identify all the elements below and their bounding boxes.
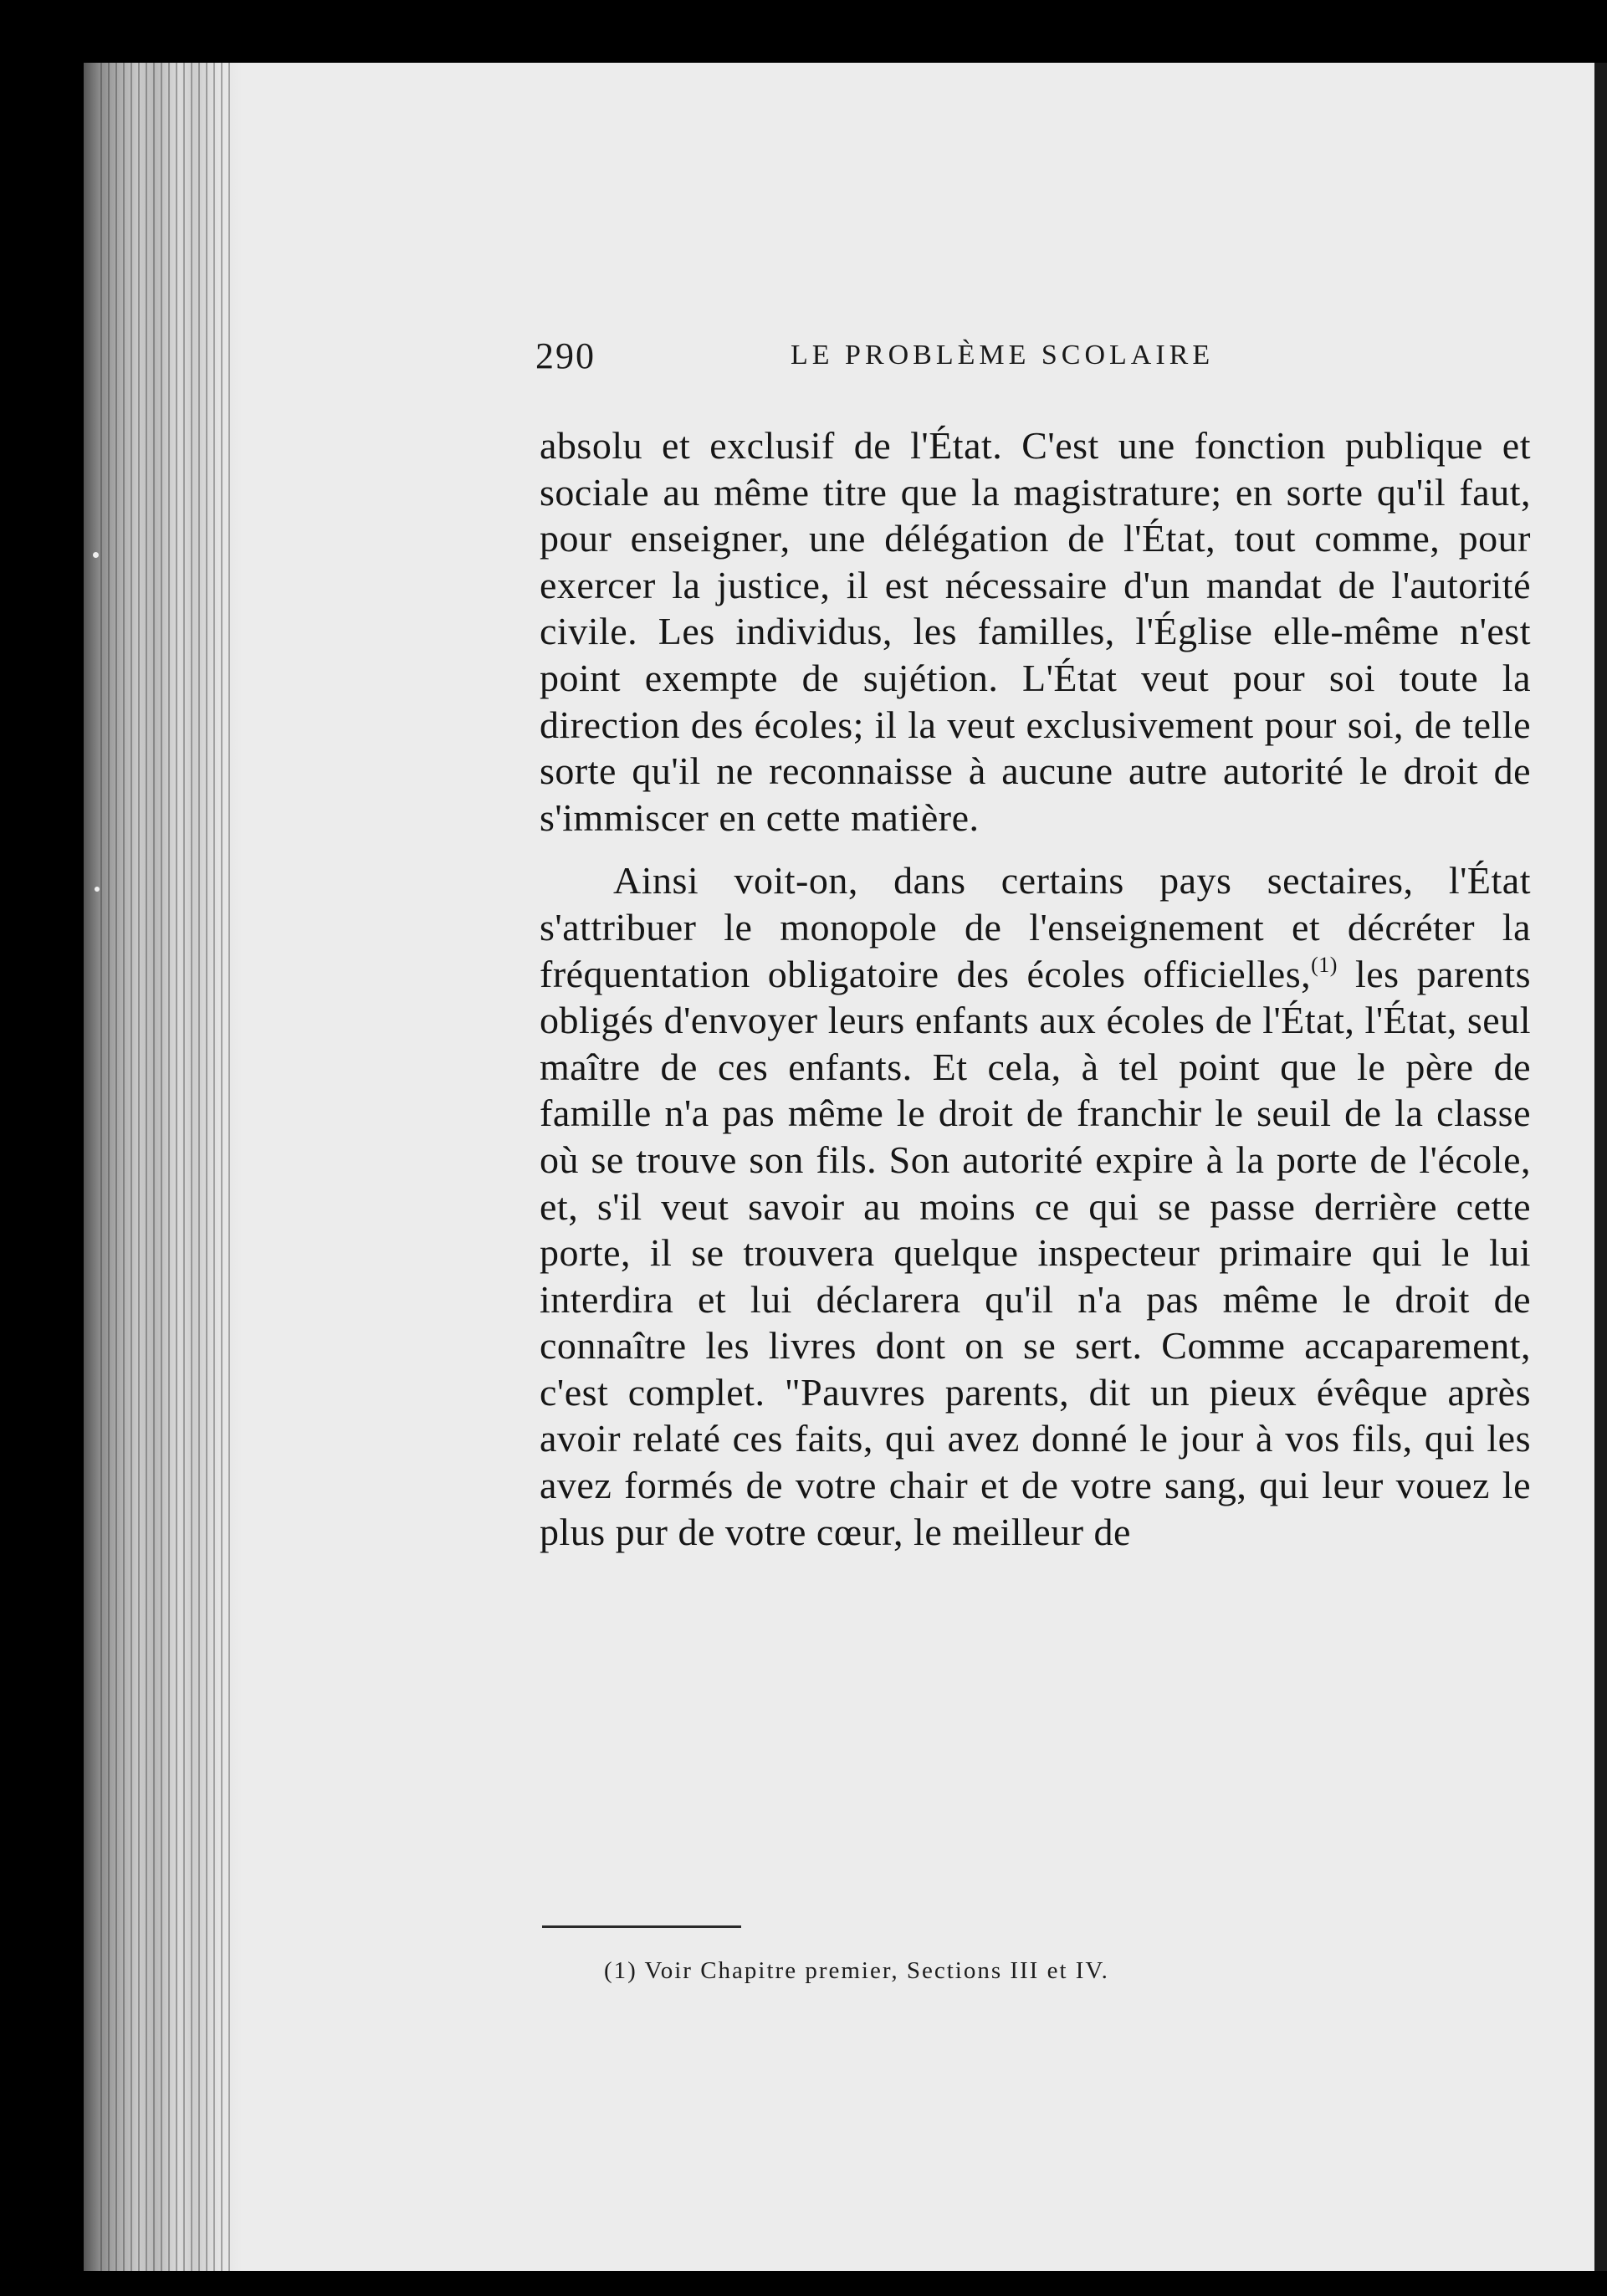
running-title: LE PROBLÈME SCOLAIRE <box>791 340 1215 371</box>
scan-border <box>1594 63 1607 2271</box>
body-text <box>540 422 1531 1555</box>
scan-speck <box>95 887 100 892</box>
scan-speck <box>93 552 99 558</box>
paragraph-text: Ainsi voit-on, dans certains pays sectaires, l'État s'attribuer le monopole de l'enseignement et décréter la fréquentation obligatoire des écoles officielles, <box>540 859 1531 995</box>
footnote-rule <box>542 1925 741 1928</box>
footnote: (1) Voir Chapitre premier, Sections III et IV. <box>604 1957 1109 1984</box>
paragraph-text: les parents obligés d'envoyer leurs enfants aux écoles de l'État, l'État, seul maître de ces enfants. Et cela, à tel point que le père de famille n'a pas même le droit de franchir le seuil de la classe où se trouve son fils. Son autorité expire à la porte de l'école, et, s'il veut savoir au moins ce qui se passe derrière cette porte, il se trouvera quelque inspecteur primaire qui le lui interdira et lui déclarera qu'il n'a pas même le droit de connaître les livres dont on se sert. Comme accaparement, c'est complet. "Pauvres parents, dit un pieux évêque après avoir relaté ces faits, qui avez donné le jour à vos fils, qui les avez formés de votre chair et de votre sang, qui leur vouez le plus pur de votre cœur, le meilleur de <box>540 952 1531 1553</box>
paragraph: absolu et exclusif de l'État. C'est une fonction publique et sociale au même titre que la magistrature; en sorte qu'il faut, pour enseigner, une délégation de l'État, tout comme, pour exercer la justice, il est nécessaire d'un mandat de l'autorité civile. Les individus, les familles, l'Église elle-même n'est point exempte de sujétion. L'État veut pour soi toute la direction des écoles; il la veut exclusivement pour soi, de telle sorte qu'il ne reconnaisse à aucune autre autorité le droit de s'immiscer en cette matière. <box>540 424 1531 839</box>
footnote-reference: (1) <box>1311 952 1338 977</box>
page-number: 290 <box>535 335 596 376</box>
paragraph <box>540 857 1531 1555</box>
page-stack-lines <box>100 63 234 2271</box>
page-header <box>535 335 1288 393</box>
